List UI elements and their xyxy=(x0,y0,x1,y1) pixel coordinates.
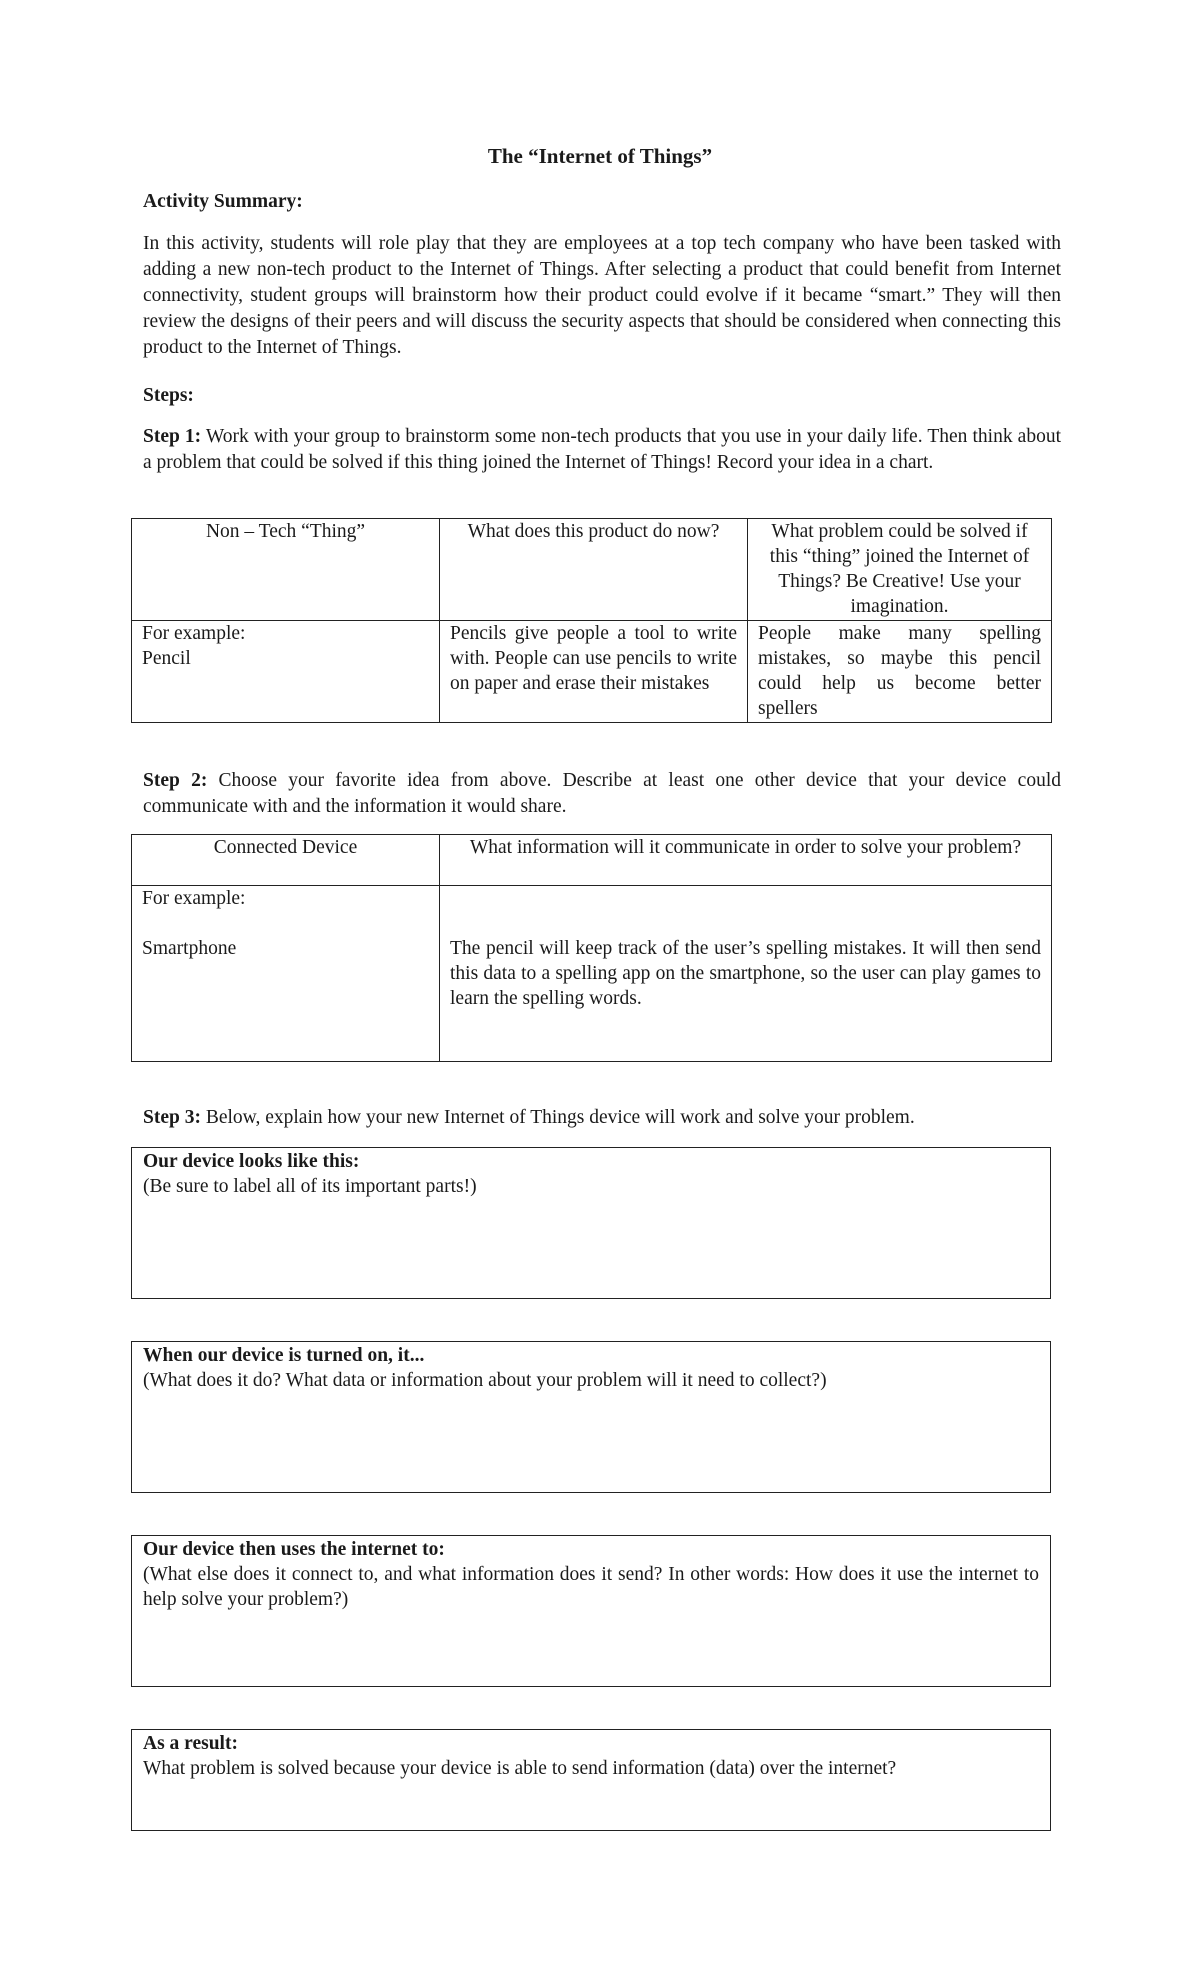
step1-instructions xyxy=(143,424,1061,476)
activity-summary-text: In this activity, students will role play that they are employees at a top tech company who have been tasked with adding a new non-tech product to the Internet of Things. After selecting a product that could benefit from Internet connectivity, student groups will brainstorm how their product could evolve if it became “smart.” They will then review the designs of their peers and will discuss the security aspects that should be considered when connecting this product to the Internet of Things. xyxy=(143,233,1061,358)
table-header: What does this product do now? xyxy=(440,519,748,621)
example-value: Smartphone xyxy=(142,938,237,959)
example-label: For example: xyxy=(142,888,246,909)
table-header: What information will it communicate in order to solve your problem? xyxy=(440,835,1052,886)
table-cell xyxy=(132,621,440,723)
step2-text: Choose your favorite idea from above. Describe at least one other device that your device could communicate with and the information it would share. xyxy=(143,770,1061,817)
box-heading: As a result: xyxy=(143,1733,238,1754)
box-heading: Our device then uses the internet to: xyxy=(143,1539,445,1560)
box-prompt: (What does it do? What data or information about your problem will it need to collect?) xyxy=(143,1370,827,1391)
box-heading: Our device looks like this: xyxy=(143,1151,360,1172)
box-heading: When our device is turned on, it... xyxy=(143,1345,425,1366)
box-prompt: (Be sure to label all of its important parts!) xyxy=(143,1176,477,1197)
step2-instructions xyxy=(143,768,1061,820)
step1-label: Step 1: xyxy=(143,426,202,447)
example-description: The pencil will keep track of the user’s spelling mistakes. It will then send this data to a spelling app on the smartphone, so the user can play games to learn the spelling words. xyxy=(450,938,1041,1009)
box-prompt: (What else does it connect to, and what information does it send? In other words: How does it use the internet to help solve your problem?) xyxy=(143,1564,1039,1610)
table-cell xyxy=(132,886,440,1062)
step3-text: Below, explain how your new Internet of Things device will work and solve your problem. xyxy=(200,1107,915,1128)
table-cell: People make many spelling mistakes, so maybe this pencil could help us become better spellers xyxy=(748,621,1052,723)
table-cell xyxy=(440,886,1052,1062)
page-title: The “Internet of Things” xyxy=(487,144,713,168)
table-header: Non – Tech “Thing” xyxy=(132,519,440,621)
step2-table xyxy=(131,834,1052,1062)
step3-instructions xyxy=(143,1105,1061,1131)
table-header: Connected Device xyxy=(132,835,440,886)
device-turned-on-box[interactable] xyxy=(131,1341,1051,1493)
table-cell: Pencils give people a tool to write with. People can use pencils to write on paper and erase their mistakes xyxy=(440,621,748,723)
table-row xyxy=(132,886,1052,1062)
step2-label: Step 2: xyxy=(143,770,208,791)
table-header-row xyxy=(132,835,1052,886)
step1-table xyxy=(131,518,1052,723)
table-row xyxy=(132,621,1052,723)
result-box[interactable] xyxy=(131,1729,1051,1831)
steps-heading: Steps: xyxy=(143,385,194,406)
table-header: What problem could be solved if this “thing” joined the Internet of Things? Be Creative! Use your imagination. xyxy=(748,519,1052,621)
example-label: For example: xyxy=(142,623,246,644)
step3-label: Step 3: xyxy=(143,1107,201,1128)
table-header-row xyxy=(132,519,1052,621)
device-internet-box[interactable] xyxy=(131,1535,1051,1687)
example-value: Pencil xyxy=(142,648,191,669)
step1-text: Work with your group to brainstorm some non-tech products that you use in your daily life. Then think about a problem that could be solved if this thing joined the Internet of Things! Record your idea in a chart. xyxy=(143,426,1061,473)
device-appearance-box[interactable] xyxy=(131,1147,1051,1299)
activity-summary-heading: Activity Summary: xyxy=(143,191,303,212)
box-prompt: What problem is solved because your device is able to send information (data) over the internet? xyxy=(143,1758,897,1779)
